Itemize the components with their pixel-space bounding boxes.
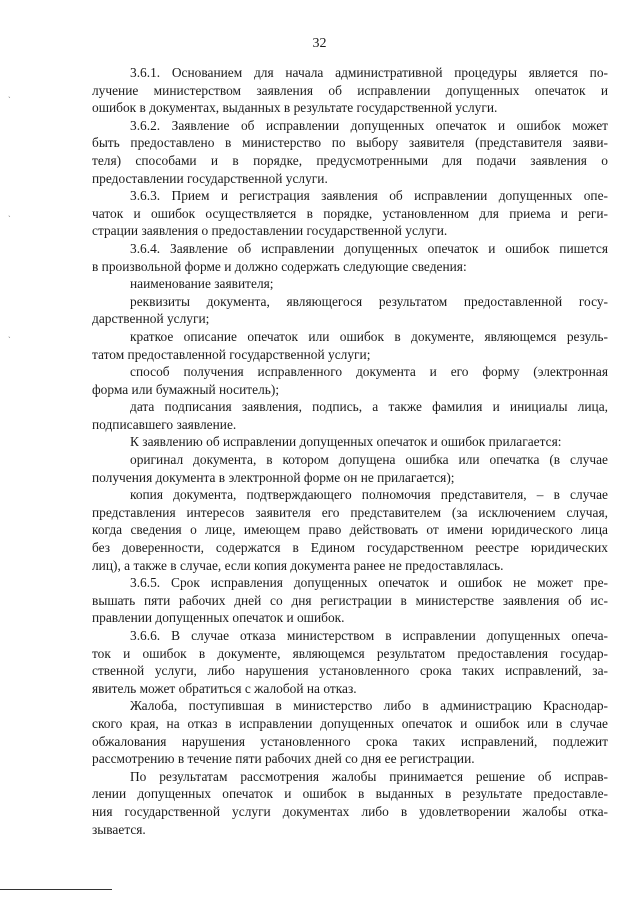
- page-number: 32: [312, 36, 327, 51]
- text-line: получения документа в электронной форме он не прилагается);: [92, 469, 455, 485]
- text-line: теля) способами и в порядке, предусмотренными для подачи заявления о: [92, 152, 608, 168]
- text-line: без доверенности, содержатся в Едином государственном реестре юридических: [92, 540, 608, 556]
- text-line: способ получения исправленного документа и его форму (электронная: [130, 364, 608, 380]
- text-line: дарственной услуги;: [92, 311, 210, 327]
- text-line: чаток и ошибок осуществляется в порядке, установленном для приема и реги-: [92, 205, 608, 221]
- text-line: быть предоставлено в министерство по выбору заявителя (представителя заяви-: [92, 135, 608, 151]
- text-line: По результатам рассмотрения жалобы принимается решение об исправ-: [130, 768, 608, 784]
- text-line: ток и ошибок в документе, являющемся результатом предоставления государ-: [92, 645, 608, 661]
- text-line: ния государственной услуги документах либо в удовлетворении жалобы отка-: [92, 803, 608, 819]
- text-line: представления интересов заявителя его представителем (за исключением случая,: [92, 504, 608, 520]
- text-line: подписавшего заявление.: [92, 416, 237, 432]
- text-line: дата подписания заявления, подпись, а также фамилия и инициалы лица,: [130, 399, 608, 415]
- text-line: Жалоба, поступившая в министерство либо в администрацию Краснодар-: [130, 698, 608, 714]
- text-line: обжалования нарушения установленного срока таких исправлений, подлежит: [92, 733, 608, 749]
- text-line: вышать пяти рабочих дней со дня регистрации в министерстве заявления об ис-: [92, 592, 608, 608]
- text-line: К заявлению об исправлении допущенных опечаток и ошибок прилагается:: [130, 434, 562, 450]
- margin-mark: ˏ: [8, 208, 11, 217]
- text-line: ошибок в документах, выданных в результате государственной услуги.: [92, 100, 498, 116]
- text-line: лучение министерством заявления об исправлении допущенных опечаток и: [92, 82, 608, 98]
- text-line: 3.6.5. Срок исправления допущенных опечаток и ошибок не может пре-: [130, 575, 608, 591]
- document-body: [92, 64, 608, 838]
- text-line: лиц), а также в случае, если копия документа ранее не предоставлялась.: [92, 557, 504, 573]
- text-line: в произвольной форме и должно содержать следующие сведения:: [92, 258, 467, 274]
- text-line: когда сведения о лице, имеющем право действовать от имени юридического лица: [92, 522, 608, 538]
- text-line: копия документа, подтверждающего полномочия представителя, – в случае: [130, 487, 608, 503]
- text-line: 3.6.6. В случае отказа министерством в исправлении допущенных опеча-: [130, 628, 608, 643]
- text-line: зывается.: [92, 821, 146, 837]
- text-line: реквизиты документа, являющегося результатом предоставленной госу-: [130, 293, 608, 309]
- text-line: форма или бумажный носитель);: [92, 381, 280, 397]
- text-line: лении допущенных опечаток и ошибок в выданных в результате предоставле-: [92, 786, 608, 802]
- text-line: правлении допущенных опечаток и ошибок.: [92, 610, 345, 626]
- text-line: 3.6.3. Прием и регистрация заявления об исправлении допущенных опе-: [130, 188, 608, 204]
- margin-mark: ˏ: [8, 89, 11, 98]
- text-line: явитель может обратиться с жалобой на отказ.: [92, 680, 357, 696]
- text-line: 3.6.2. Заявление об исправлении допущенных опечаток и ошибок может: [130, 117, 608, 133]
- text-line: наименование заявителя;: [130, 276, 274, 292]
- text-line: 3.6.1. Основанием для начала административной процедуры является по-: [130, 65, 608, 80]
- text-line: 3.6.4. Заявление об исправлении допущенных опечаток и ошибок пишется: [130, 240, 608, 256]
- text-line: краткое описание опечаток или ошибок в документе, являющемся резуль-: [130, 328, 608, 344]
- text-line: страции заявления о предоставлении государственной услуги.: [92, 223, 448, 239]
- text-line: рассмотрению в течение пяти рабочих дней со дня ее регистрации.: [92, 751, 475, 767]
- footnote-rule: [0, 889, 112, 890]
- margin-mark: ˏ: [8, 329, 11, 338]
- text-line: предоставлении государственной услуги.: [92, 170, 328, 186]
- text-line: ственной услуги, либо нарушения установленного срока таких исправлений, за-: [92, 663, 608, 679]
- text-line: татом предоставленной государственной услуги;: [92, 346, 371, 362]
- text-line: оригинал документа, в котором допущена ошибка или опечатка (в случае: [130, 452, 608, 468]
- text-line: ского края, на отказ в исправлении допущенных опечаток и ошибок или в случае: [92, 715, 608, 731]
